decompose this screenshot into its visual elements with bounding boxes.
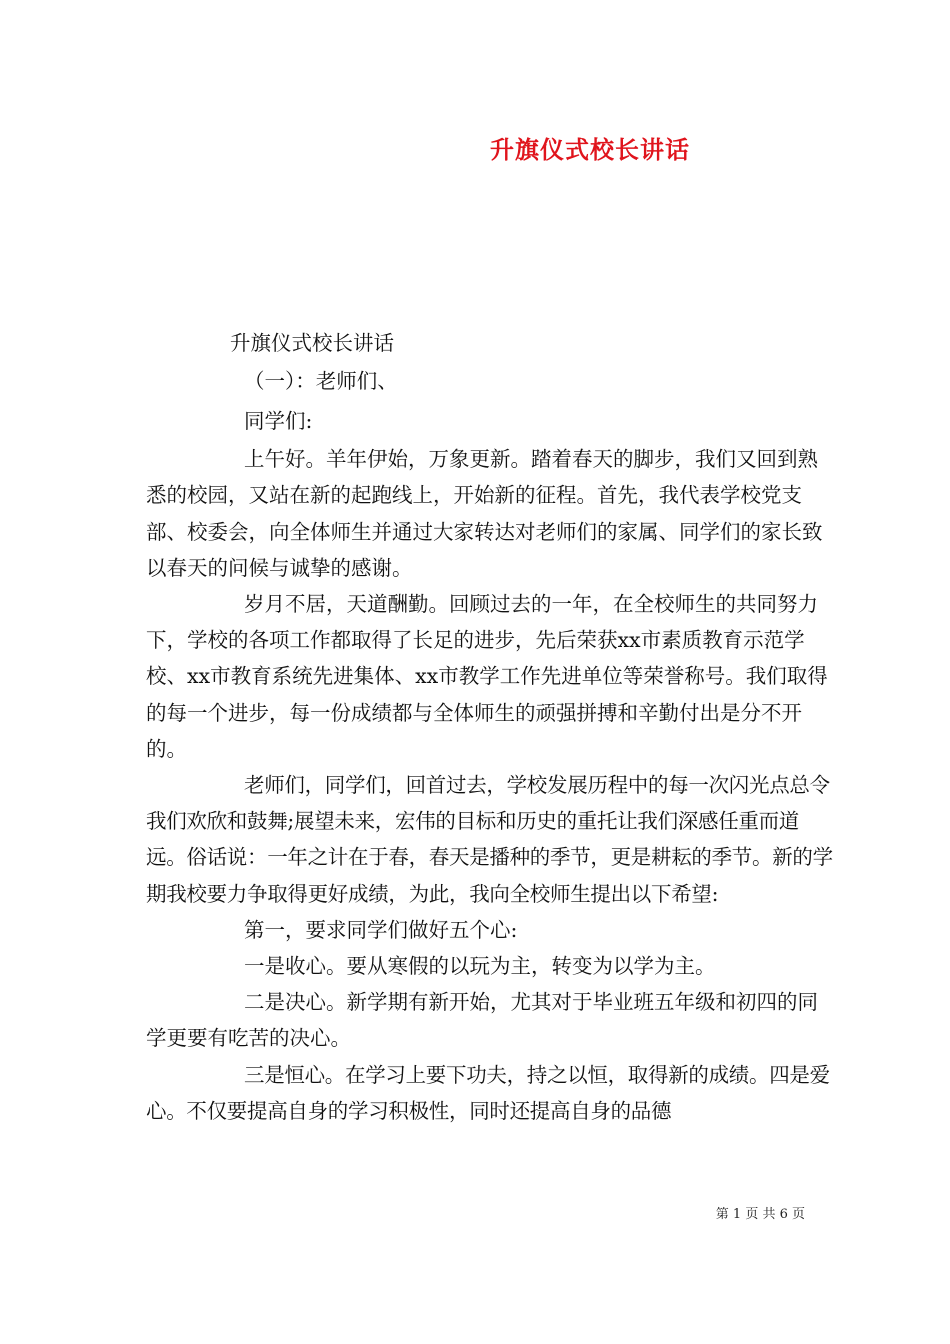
paragraph-review: 岁月不居，天道酬勤。回顾过去的一年，在全校师生的共同努力下，学校的各项工作都取得了长足的进步，先后荣获xx市素质教育示范学校、xx市教育系统先进集体、xx市教学工作先进单位等荣誉称号。我们取得的每一个进步，每一份成绩都与全体师生的顽强拼搏和辛勤付出是分不开的。 xyxy=(146,592,828,761)
paragraph-opening: 上午好。羊年伊始，万象更新。踏着春天的脚步，我们又回到熟悉的校园，又站在新的起跑线上，开始新的征程。首先，我代表学校党支部、校委会，向全体师生并通过大家转达对老师们的家属、同学们的家长致以春天的问候与诚挚的感谢。 xyxy=(146,447,823,580)
paragraph-requirement-heading: 第一，要求同学们做好五个心: xyxy=(244,917,518,942)
paragraph-item-three-four: 三是恒心。在学习上要下功夫，持之以恒，取得新的成绩。四是爱心。不仅要提高自身的学习积极性，同时还提高自身的品德 xyxy=(146,1062,830,1123)
paragraph-section-marker: （一）：老师们、 xyxy=(244,369,398,394)
paragraph-item-two: 二是决心。新学期有新开始，尤其对于毕业班五年级和初四的同学更要有吃苦的决心。 xyxy=(146,990,818,1051)
page-number: 第 1 页 共 6 页 xyxy=(715,1207,805,1222)
paragraph-outlook: 老师们，同学们，回首过去，学校发展历程中的每一次闪光点总令我们欢欣和鼓舞;展望未来，宏伟的目标和历史的重托让我们深感任重而道远。俗话说：一年之计在于春，春天是播种的季节，更是耕耘的季节。新的学期我校要力争取得更好成绩，为此，我向全校师生提出以下希望: xyxy=(146,773,833,906)
body-heading: 升旗仪式校长讲话 xyxy=(230,331,394,355)
paragraph-item-one: 一是收心。要从寒假的以玩为主，转变为以学为主。 xyxy=(244,954,716,979)
document-body xyxy=(146,325,836,1129)
page-title: 升旗仪式校长讲话 xyxy=(490,135,690,164)
paragraph-greeting: 同学们: xyxy=(244,409,313,434)
